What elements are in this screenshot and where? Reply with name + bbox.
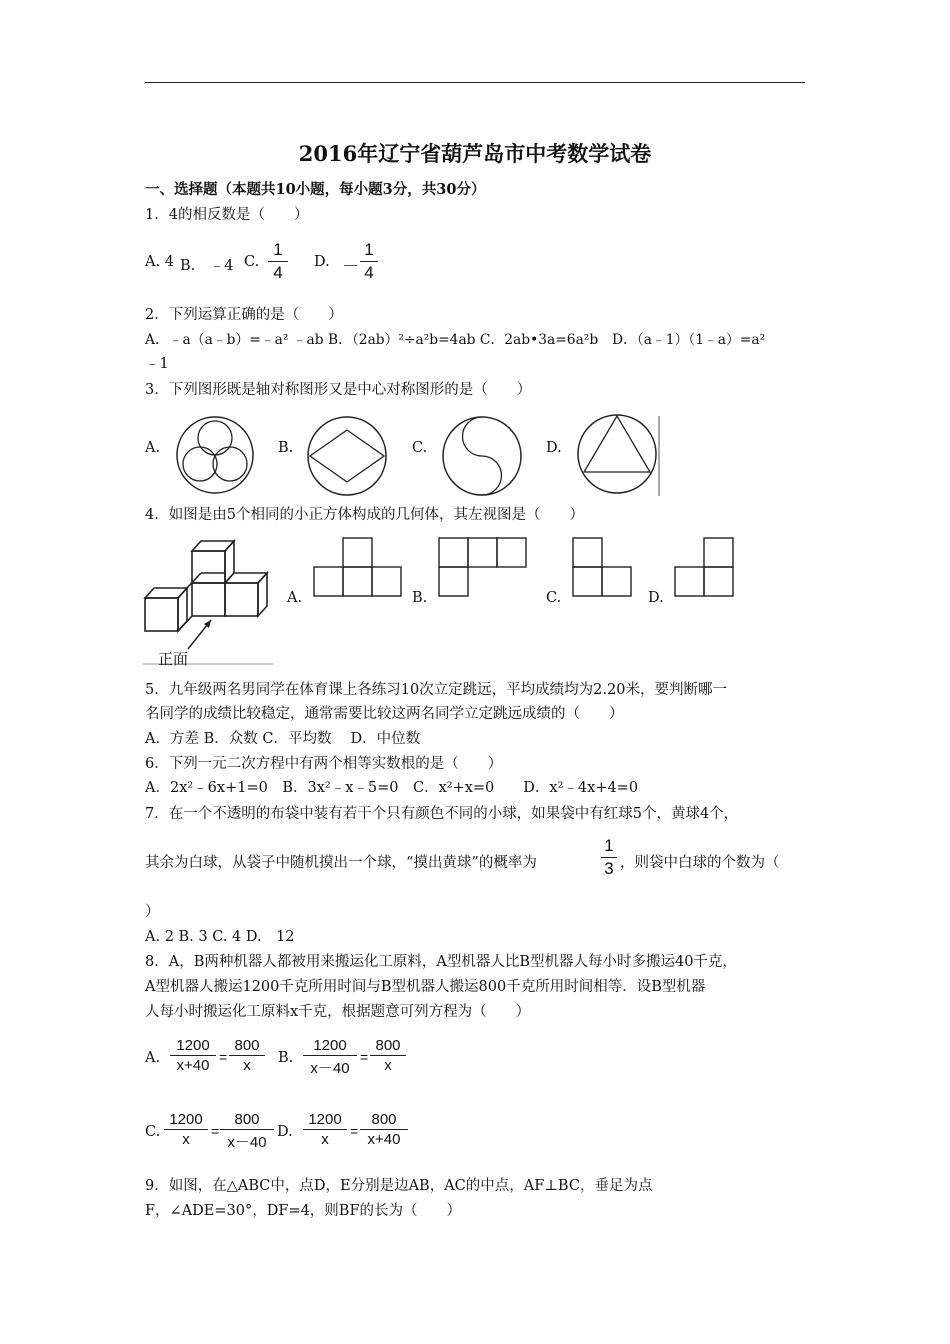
q7-stem-line1: 7．在一个不透明的布袋中装有若干个只有颜色不同的小球，如果袋中有红球5个，黄球4个，: [145, 806, 739, 822]
q8-option-c: C.: [145, 1124, 161, 1140]
q8-a-equals: =: [219, 1049, 228, 1065]
q4-view-c: [573, 537, 635, 599]
q8-d-left-fraction: 1200 x: [303, 1111, 347, 1148]
q4-option-d: D.: [648, 590, 664, 606]
q3-option-b: B.: [278, 440, 294, 456]
q7-options: A. 2 B. 3 C. 4 D. 12: [145, 929, 295, 945]
q6-options: A．2x²﹣6x+1=0 B．3x²﹣x﹣5=0 C．x²+x=0 D．x²﹣4x+4=0: [145, 780, 639, 796]
q3-option-a: A.: [145, 440, 161, 456]
q3-figure-b-rhombus: [305, 414, 389, 498]
q8-c-right-fraction: 800 x－40: [220, 1111, 274, 1152]
q3-option-d: D.: [546, 440, 562, 456]
q8-option-a: A.: [145, 1050, 161, 1066]
q3-figure-d-triangle: [575, 412, 663, 496]
q1-option-b: B. ﹣4: [180, 258, 234, 274]
q8-option-d: D.: [277, 1124, 293, 1140]
q8-b-equals: =: [360, 1049, 369, 1065]
q1-fraction-c: 1 4: [268, 240, 288, 283]
q4-view-d: [675, 537, 737, 599]
q8-a-right-fraction: 800 x: [229, 1037, 265, 1074]
q7-stem-line2a: 其余为白球，从袋子中随机摸出一个球，“摸出黄球”的概率为: [145, 855, 537, 871]
q8-c-left-fraction: 1200 x: [164, 1111, 208, 1148]
q2-stem: 2．下列运算正确的是（ ）: [145, 307, 343, 323]
q7-stem-line3: ）: [145, 904, 160, 920]
q8-c-equals: =: [211, 1123, 220, 1139]
q9-stem-line1: 9．如图，在△ABC中，点D，E分别是边AB，AC的中点，AF⊥BC，垂足为点: [145, 1178, 653, 1194]
q8-stem-line1: 8．A，B两种机器人都被用来搬运化工原料，A型机器人比B型机器人每小时多搬运40千克，: [145, 954, 737, 970]
q9-stem-line2: F，∠ADE=30°，DF=4，则BF的长为（ ）: [145, 1203, 462, 1219]
q1-option-a: A. 4: [145, 254, 174, 270]
q3-stem: 3．下列图形既是轴对称图形又是中心对称图形的是（ ）: [145, 382, 532, 398]
q8-d-right-fraction: 800 x+40: [360, 1111, 408, 1148]
header-rule: [145, 82, 805, 83]
q5-options: A．方差 B．众数 C．平均数 D．中位数: [145, 731, 421, 747]
q1-fraction-d: 1 4: [360, 240, 378, 283]
page-title: 2016年辽宁省葫芦岛市中考数学试卷: [298, 141, 652, 166]
q3-figure-a-trefoil: [174, 414, 256, 496]
q8-stem-line2: A型机器人搬运1200千克所用时间与B型机器人搬运800千克所用时间相等．设B型机器: [145, 979, 706, 995]
q1-option-d: D.: [314, 254, 330, 270]
q8-b-right-fraction: 800 x: [370, 1037, 406, 1074]
q2-options-cont: ﹣1: [145, 356, 169, 372]
q4-option-a: A.: [287, 590, 303, 606]
q4-view-b: [439, 537, 529, 599]
q4-view-a: [314, 537, 402, 599]
q4-front-label: 正面: [158, 651, 189, 668]
q1-fraction-d-sign: －: [342, 257, 359, 276]
q1-option-c: C.: [244, 254, 260, 270]
q4-option-c: C.: [546, 590, 562, 606]
q4-stem: 4．如图是由5个相同的小正方体构成的几何体，其左视图是（ ）: [145, 507, 584, 523]
q5-stem-line1: 5．九年级两名男同学在体育课上各练习10次立定跳远，平均成绩均为2.20米，要判断哪一: [145, 682, 727, 698]
q2-options: A．﹣a（a﹣b）=﹣a² ﹣ab B．（2ab）²÷a²b=4ab C．2ab•3a=6a²b D．（a﹣1）（1﹣a）=a²: [145, 332, 766, 348]
q8-option-b: B.: [278, 1050, 294, 1066]
section-heading: 一、选择题（本题共10小题，每小题3分，共30分）: [145, 181, 486, 198]
q8-d-equals: =: [350, 1123, 359, 1139]
q8-b-left-fraction: 1200 x－40: [303, 1037, 357, 1078]
q5-stem-line2: 名同学的成绩比较稳定，通常需要比较这两名同学立定跳远成绩的（ ）: [145, 706, 624, 722]
q4-option-b: B.: [412, 590, 428, 606]
q7-probability-fraction: 1 3: [601, 836, 617, 879]
q3-figure-c-yinyang: [440, 414, 524, 498]
q3-option-c: C.: [412, 440, 428, 456]
q6-stem: 6．下列一元二次方程中有两个相等实数根的是（ ）: [145, 756, 503, 772]
q8-a-left-fraction: 1200 x+40: [170, 1037, 216, 1074]
q8-stem-line3: 人每小时搬运化工原料x千克，根据题意可列方程为（ ）: [145, 1004, 531, 1020]
q1-stem: 1．4的相反数是（ ）: [145, 207, 309, 223]
q7-stem-line2b: ，则袋中白球的个数为（: [620, 855, 780, 871]
